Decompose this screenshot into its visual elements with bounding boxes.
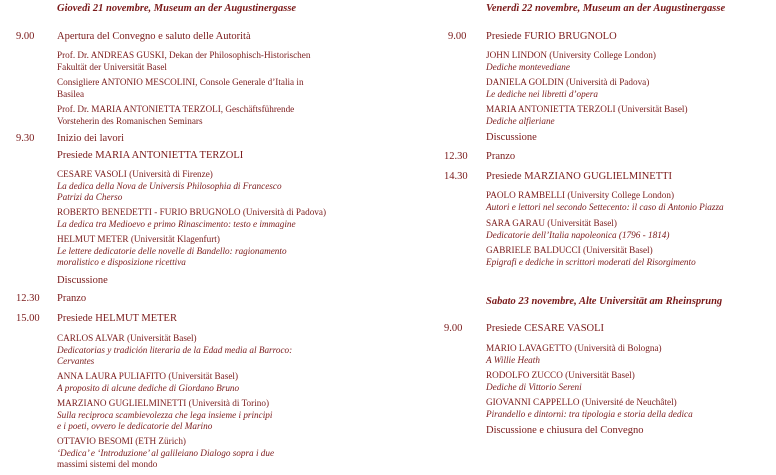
talk [57, 207, 326, 230]
speaker-affiliation: (University College London) [547, 50, 656, 60]
speaker-affiliation: (Università di Firenze) [126, 169, 213, 179]
speaker-name: HELMUT METER [57, 234, 129, 244]
talk-title: A Willie Heath [486, 354, 540, 365]
talk [486, 104, 688, 127]
speaker-name: ANNA LAURA PULIAFITO [57, 371, 167, 381]
greeting-1-name: Prof. Dr. ANDREAS GUSKI, [57, 50, 167, 60]
talk-title: Autori e lettori nel secondo Settecento: il caso di Antonio Piazza [486, 201, 724, 212]
speaker-name: MARZIANO GUGLIELMINETTI [57, 398, 187, 408]
talk-title: Epigrafi e dediche in scrittori moderati del Risorgimento [486, 256, 696, 267]
talk [57, 234, 287, 269]
speaker-name: SARA GARAU [486, 218, 545, 228]
greeting-2-role-cont: Basilea [57, 88, 85, 99]
speaker-affiliation: (Universität Basel) [166, 371, 239, 381]
talk [486, 77, 649, 100]
talk-title-cont: moralistico e disposizione ricettiva [57, 257, 186, 267]
talk-title-cont: Patrizi da Cherso [57, 192, 123, 202]
greeting-1 [57, 50, 310, 73]
talk-title: Dedicatorias y tradición literaria de la Edad media al Barroco: [57, 344, 293, 355]
opening-time: 9.00 [16, 31, 35, 42]
speaker-affiliation: (ETH Zürich) [132, 436, 186, 446]
speaker-name: RODOLFO ZUCCO [486, 370, 563, 380]
speaker-name: CESARE VASOLI [57, 169, 127, 179]
speaker-affiliation: (Università di Padova) [563, 77, 650, 87]
talk-title: La dedica tra Medioevo e primo Rinascimento: testo e immagine [57, 218, 296, 229]
speaker-affiliation: (Università di Padova) [240, 207, 327, 217]
friday-discussion: Discussione [486, 132, 537, 143]
talk [57, 371, 239, 394]
speaker-name: GIOVANNI CAPPELLO [486, 397, 580, 407]
talk [57, 333, 292, 368]
greeting-2-name: Consigliere ANTONIO MESCOLINI, [57, 77, 198, 87]
speaker-name: ROBERTO BENEDETTI - FURIO BRUGNOLO [57, 207, 241, 217]
speaker-name: PAOLO RAMBELLI [486, 190, 566, 200]
talk [57, 436, 274, 471]
talk-title: Sulla reciproca scambievolezza che lega insieme i principi [57, 409, 273, 420]
saturday-chair: Presiede CESARE VASOLI [486, 323, 605, 334]
speaker-name: DANIELA GOLDIN [486, 77, 564, 87]
talk-title: ‘Dedica’ e ‘Introduzione’ al galileiano Dialogo sopra i due [57, 447, 275, 458]
friday-chair-1: Presiede FURIO BRUGNOLO [486, 31, 617, 42]
talk-title: Dediche montevediane [486, 61, 570, 72]
start-time: 9.30 [16, 133, 35, 144]
speaker-name: CARLOS ALVAR [57, 333, 125, 343]
speaker-name: OTTAVIO BESOMI [57, 436, 133, 446]
talk-title: A proposito di alcune dediche di Giordano Bruno [57, 382, 240, 393]
friday-lunch-time: 12.30 [444, 151, 468, 162]
greeting-2-role: Console Generale d’Italia in [197, 77, 304, 87]
talk-title: Dedicatorie dell’Italia napoleonica (1796 - 1814) [486, 229, 670, 240]
talk-title: Le dediche nei libretti d’opera [486, 88, 598, 99]
greeting-1-role-cont: Fakultät der Universität Basel [57, 61, 167, 72]
talk-title-cont: Cervantes [57, 356, 95, 366]
friday-afternoon-time: 14.30 [444, 171, 468, 182]
talk [57, 169, 282, 204]
saturday-header: Sabato 23 novembre, Alte Universität am Rheinsprung [486, 296, 723, 307]
speaker-affiliation: (Università di Torino) [186, 398, 269, 408]
speaker-name: JOHN LINDON [486, 50, 547, 60]
talk [486, 50, 656, 73]
chair-1: Presiede MARIA ANTONIETTA TERZOLI [57, 150, 244, 161]
friday-morning-time: 9.00 [448, 31, 467, 42]
friday-lunch-label: Pranzo [486, 151, 516, 162]
talk-title-cont: massimi sistemi del mondo [57, 459, 158, 469]
lunch-time: 12.30 [16, 293, 40, 304]
speaker-name: GABRIELE BALDUCCI [486, 245, 581, 255]
friday-header: Venerdì 22 novembre, Museum an der Augustinergasse [486, 3, 726, 14]
saturday-closing: Discussione e chiusura del Convegno [486, 425, 644, 436]
friday-chair-2: Presiede MARZIANO GUGLIELMINETTI [486, 171, 673, 182]
talk-title: Pirandello e dintorni: tra tipologia e storia della dedica [486, 408, 693, 419]
talk [57, 398, 272, 433]
discussion-1: Discussione [57, 275, 108, 286]
greeting-3-role: Geschäftsführende [223, 104, 295, 114]
greeting-3-name: Prof. Dr. MARIA ANTONIETTA TERZOLI, [57, 104, 224, 114]
speaker-affiliation: (Universität Basel) [580, 245, 653, 255]
greeting-1-role: Dekan der Philosophisch-Historischen [166, 50, 311, 60]
speaker-affiliation: (Universität Klagenfurt) [128, 234, 220, 244]
greeting-3 [57, 104, 294, 127]
speaker-affiliation: (Universität Basel) [615, 104, 688, 114]
speaker-affiliation: (University College London) [565, 190, 675, 200]
talk-title: Le lettere dedicatorie delle novelle di Bandello: ragionamento [57, 245, 287, 256]
talk-title: La dedica della Nova de Universis Philosophia di Francesco [57, 180, 282, 191]
thursday-header: Giovedì 21 novembre, Museum an der Augustinergasse [57, 3, 297, 14]
talk-title: Dediche di Vittorio Sereni [486, 381, 582, 392]
talk-title: Dediche alfieriane [486, 115, 555, 126]
talk-title-cont: e i poeti, ovvero le dedicatorie del Marino [57, 421, 213, 431]
afternoon-time: 15.00 [16, 313, 40, 324]
speaker-affiliation: (Universität Basel) [562, 370, 635, 380]
greeting-2 [57, 77, 304, 100]
talk [486, 190, 724, 213]
chair-2: Presiede HELMUT METER [57, 313, 177, 324]
lunch-label: Pranzo [57, 293, 87, 304]
talk [486, 343, 662, 366]
opening-label: Apertura del Convegno e saluto delle Autorità [57, 31, 251, 42]
talk [486, 218, 669, 241]
start-label: Inizio dei lavori [57, 133, 125, 144]
speaker-name: MARIA ANTONIETTA TERZOLI [486, 104, 616, 114]
greeting-3-role-cont: Vorsteherin des Romanischen Seminars [57, 115, 203, 126]
speaker-affiliation: (Université de Neuchâtel) [579, 397, 677, 407]
saturday-time: 9.00 [444, 323, 463, 334]
speaker-affiliation: (Universität Basel) [544, 218, 617, 228]
talk [486, 245, 696, 268]
speaker-name: MARIO LAVAGETTO [486, 343, 573, 353]
speaker-affiliation: (Università di Bologna) [572, 343, 662, 353]
talk [486, 370, 635, 393]
talk [486, 397, 693, 420]
speaker-affiliation: (Universität Basel) [124, 333, 197, 343]
